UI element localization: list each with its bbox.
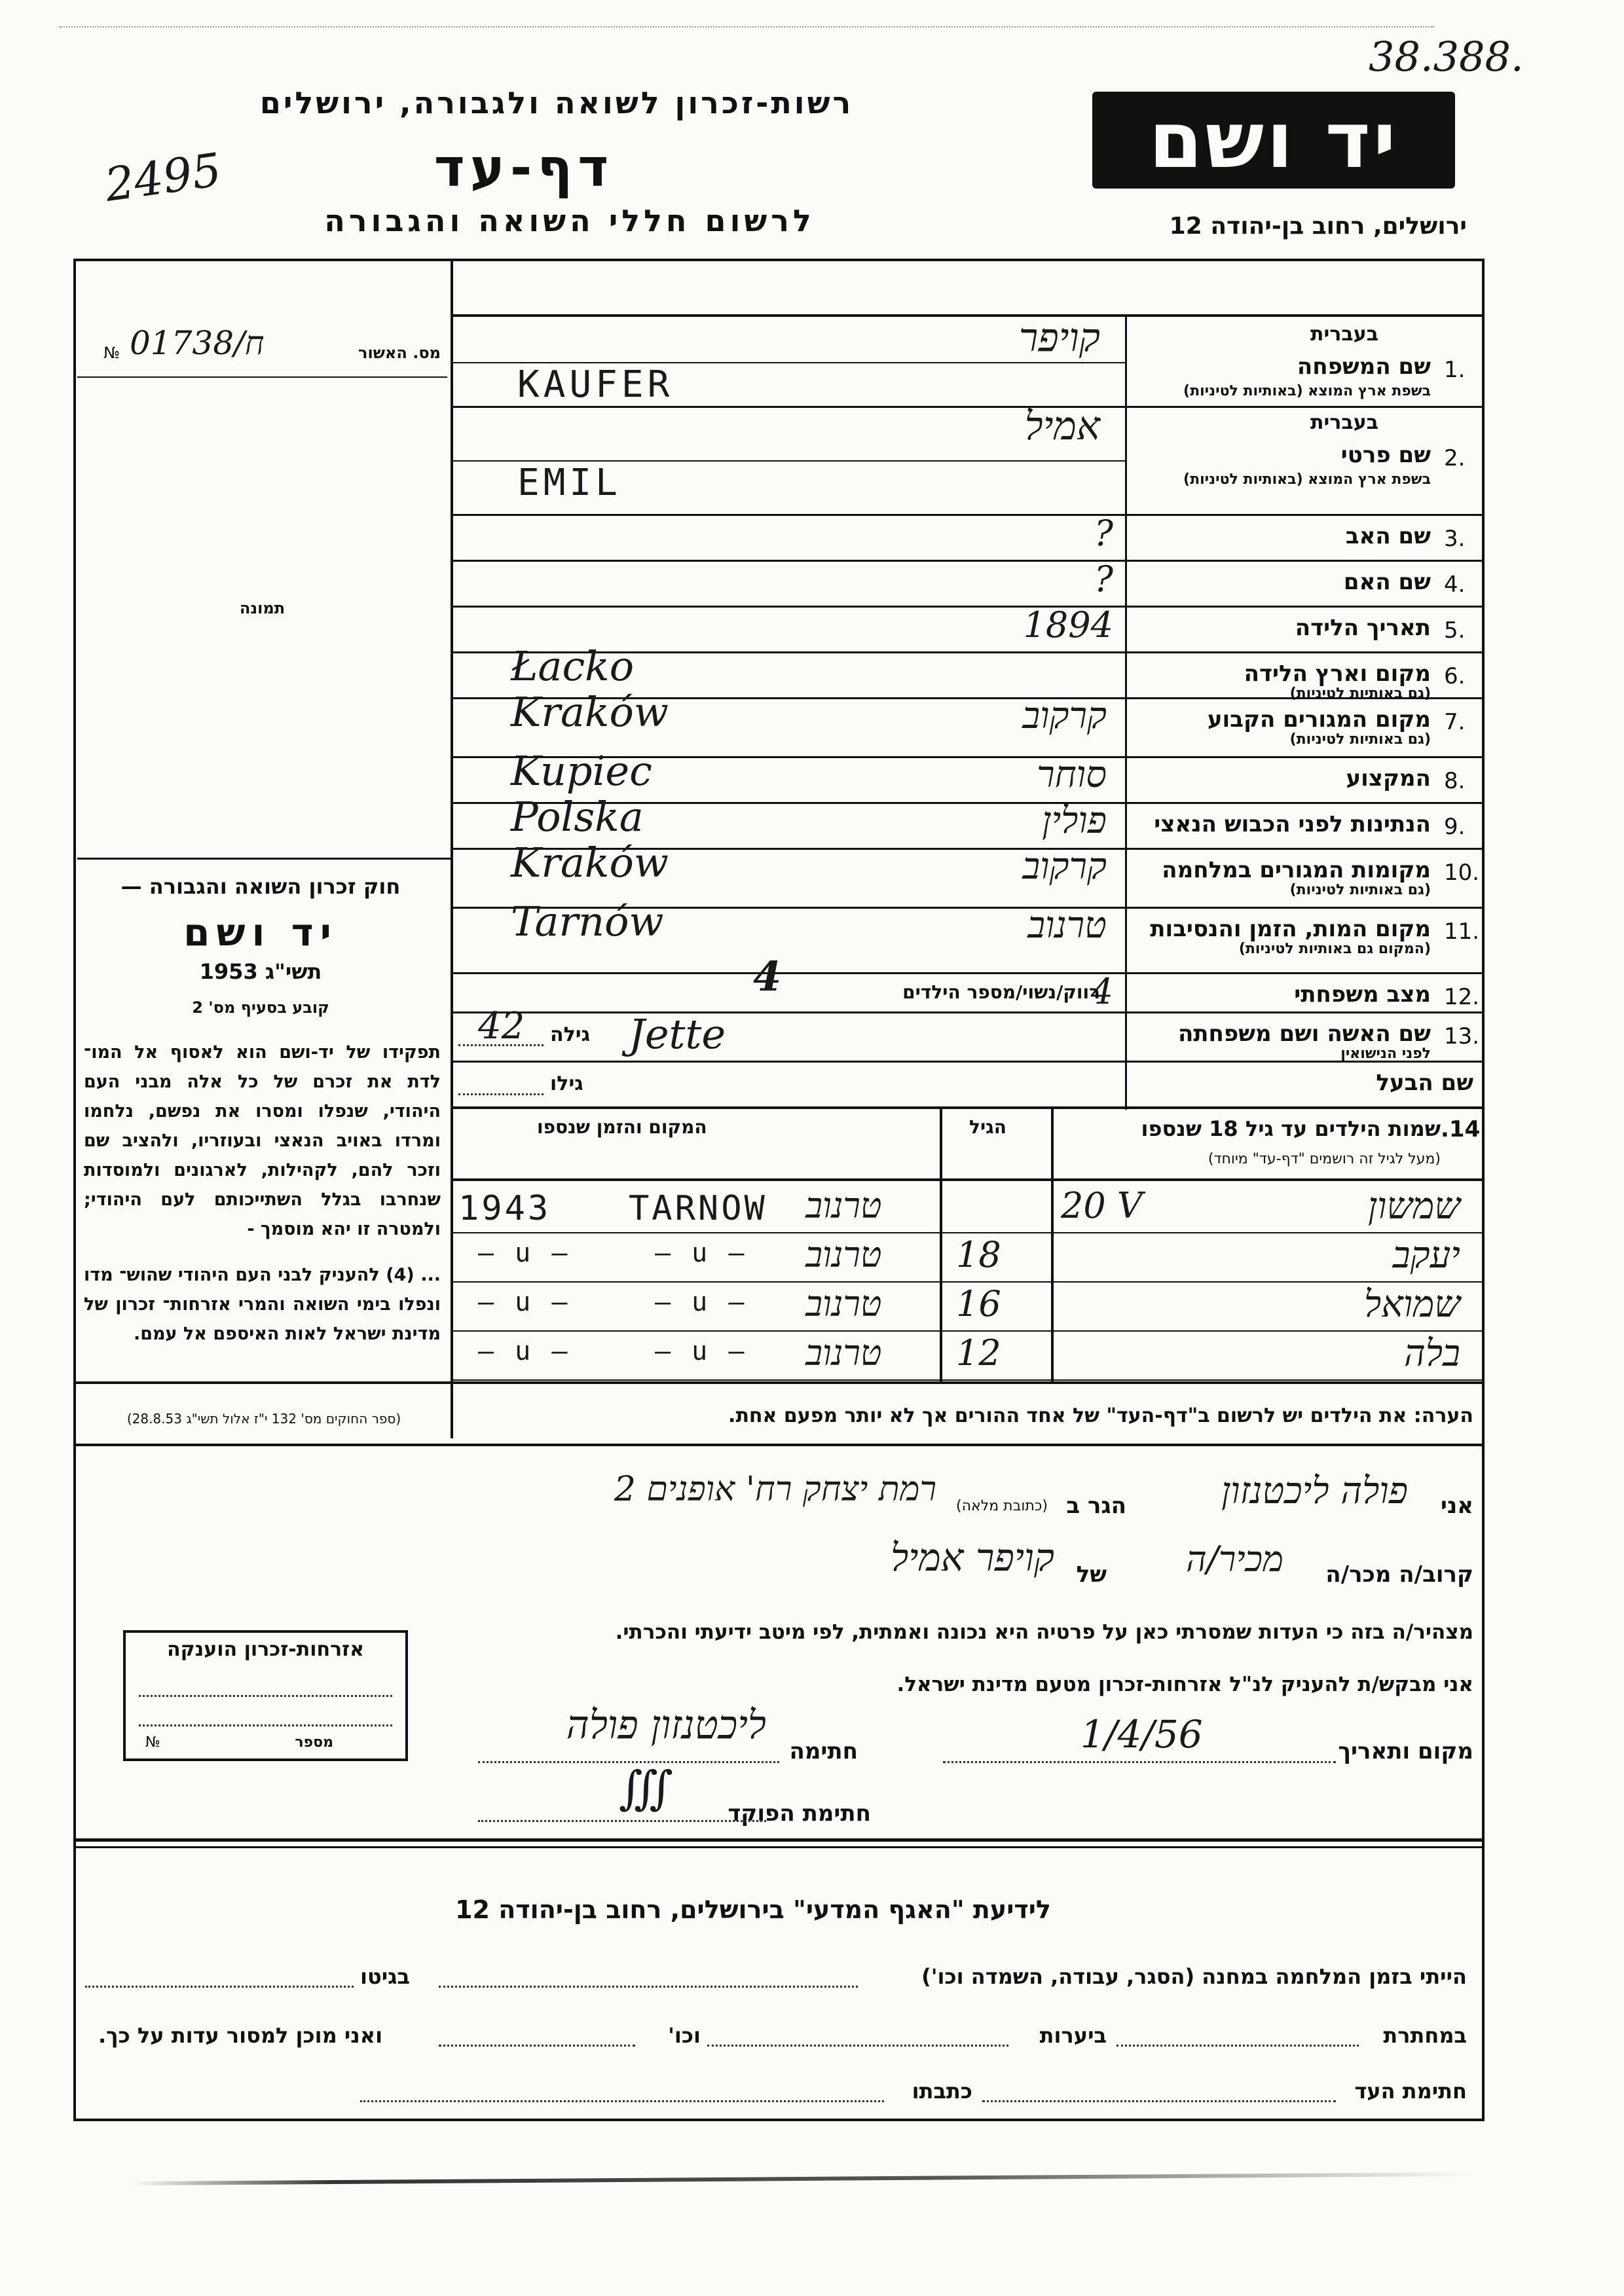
field-label: המקצוע bbox=[1346, 765, 1431, 792]
field-row-line bbox=[451, 972, 1485, 974]
footer-sep-2 bbox=[73, 1846, 1485, 1848]
field-number: 2. bbox=[1444, 445, 1466, 471]
field-value-value-latin: Kupiec bbox=[511, 747, 652, 795]
field-value-value-latin: KAUFER bbox=[517, 363, 674, 406]
child-place-he: טרנוב bbox=[805, 1332, 882, 1374]
field-number: 10. bbox=[1444, 860, 1480, 886]
child-name: יעקב bbox=[1392, 1234, 1460, 1277]
field-number: 5. bbox=[1444, 617, 1466, 644]
approval-row bbox=[77, 324, 447, 378]
child-place-he: טרנוב bbox=[805, 1185, 882, 1226]
footer-etc-line bbox=[439, 2045, 635, 2047]
child-place-latin: TARNOW bbox=[629, 1189, 767, 1228]
footer-camp-line bbox=[439, 1986, 858, 1988]
footer-address-label: כתבתו bbox=[912, 2079, 972, 2104]
footer-etc-label: וכו' bbox=[668, 2023, 701, 2048]
form-subtitle: לרשום חללי השואה והגבורה bbox=[324, 203, 815, 238]
yad-vashem-logo bbox=[1092, 92, 1455, 189]
children-bottom-line bbox=[73, 1381, 1485, 1384]
field-value-value: ? bbox=[1094, 558, 1113, 600]
photo-bottom-line bbox=[77, 858, 451, 860]
field-value-value-latin: Kraków bbox=[511, 839, 669, 886]
top-band bbox=[451, 314, 1485, 317]
field-sublabel: (המקום גם באותיות לטיניות) bbox=[1238, 941, 1431, 957]
declaration-address-hint: (כתובת מלאה) bbox=[956, 1498, 1048, 1514]
footer-forest-line bbox=[707, 2045, 1008, 2047]
field-row-line bbox=[451, 1061, 1485, 1063]
field-label: תאריך הלידה bbox=[1295, 615, 1431, 641]
field-label: מקום וארץ הלידה bbox=[1244, 661, 1431, 687]
declaration-relation: מכיר/ה bbox=[1186, 1539, 1283, 1580]
children-top-line bbox=[451, 1106, 1485, 1109]
field-row-line bbox=[451, 560, 1485, 562]
note-bottom-line bbox=[73, 1444, 1485, 1446]
footer-line-3 bbox=[85, 2075, 1467, 2108]
child-place-latin: — u — bbox=[655, 1336, 747, 1366]
approval-label: מס. האשור bbox=[358, 344, 441, 362]
child-place-latin: — u — bbox=[655, 1238, 747, 1268]
citizenship-no: № bbox=[145, 1734, 160, 1751]
declaration-name: פולה ליכטנזון bbox=[1221, 1470, 1408, 1512]
field-number: 11. bbox=[1444, 919, 1480, 945]
law-source: (ספר החוקים מס' 132 י"ז אלול תשי"ג 28.8.53) bbox=[126, 1411, 401, 1427]
field-value-value: 1894 bbox=[1023, 604, 1113, 646]
declaration-signature: ליכטנזון פולה bbox=[566, 1702, 766, 1748]
footer-testify-label: ואני מוכן למסור עדות על כך. bbox=[98, 2023, 383, 2048]
children-num: 14. bbox=[1441, 1116, 1481, 1142]
declaration-date: 1/4/56 bbox=[1080, 1712, 1203, 1757]
officer-squiggle: ∭ bbox=[619, 1761, 673, 1815]
field-value-value-latin: Polska bbox=[511, 793, 644, 841]
field-label: שם האב bbox=[1345, 523, 1431, 549]
logo-text: יד ושם bbox=[1149, 95, 1399, 185]
declaration-area bbox=[452, 1453, 1473, 1827]
field-number: 9. bbox=[1444, 814, 1466, 840]
footer-witness-sig-line bbox=[982, 2100, 1336, 2102]
handwritten-ref: 2495 bbox=[101, 143, 225, 212]
form-title: דף-עד bbox=[434, 137, 614, 198]
child-age: 12 bbox=[956, 1332, 1001, 1374]
field-number: 13. bbox=[1444, 1023, 1480, 1049]
citizenship-line-1 bbox=[139, 1695, 392, 1697]
field-value-children-count: 4 bbox=[753, 953, 782, 1000]
child-age: 20 V bbox=[1061, 1185, 1143, 1226]
child-place-he: טרנוב bbox=[805, 1283, 882, 1324]
field-options: רווק/נשוי/מספר הילדים bbox=[902, 981, 1100, 1003]
authority-name: רשות-זכרון לשואה ולגבורה, ירושלים bbox=[259, 85, 854, 120]
signature-label: חתימה bbox=[789, 1738, 858, 1764]
footer-underground-label: במחתרת bbox=[1383, 2023, 1467, 2048]
declaration-address: רמת יצחק רח' אופנים 2 bbox=[614, 1470, 936, 1509]
children-row-line bbox=[451, 1330, 1485, 1332]
citizenship-number-label: מספר bbox=[295, 1734, 333, 1751]
field-sublabel: לפני הנישואין bbox=[1340, 1046, 1431, 1062]
child-place-he: טרנוב bbox=[805, 1234, 882, 1275]
field-value-value-latin: Tarnów bbox=[511, 898, 664, 945]
citizenship-box bbox=[123, 1630, 408, 1761]
field-number: 7. bbox=[1444, 709, 1466, 735]
declaration-statement: מצהיר/ה בזה כי העדות שמסרתי כאן על פרטיה היא נכונה ואמתית, לפי מיטב ידיעתי והכרתי. bbox=[615, 1620, 1473, 1644]
officer-line bbox=[478, 1820, 766, 1822]
field-label: מקום המות, הזמן והנסיבות bbox=[1150, 916, 1431, 942]
field-label: מצב משפחתי bbox=[1294, 981, 1431, 1008]
field-value-value-he: פולין bbox=[1042, 799, 1107, 842]
footer-camp-label: הייתי בזמן המלחמה במחנה (הסגר, עבודה, השמדה וכו') bbox=[921, 1964, 1467, 1989]
field-value-value-he: קרקוב bbox=[1022, 695, 1107, 737]
field-label: מקומות המגורים במלחמה bbox=[1162, 857, 1431, 883]
field-sublabel: בשפת ארץ המוצא (באותיות לטיניות) bbox=[1183, 383, 1431, 399]
field-value-value-he: קרקוב bbox=[1022, 845, 1107, 888]
child-year: — u — bbox=[478, 1287, 570, 1317]
address: ירושלים, רחוב בן-יהודה 12 bbox=[1169, 213, 1467, 240]
approval-no: № bbox=[103, 344, 120, 362]
children-row-line bbox=[451, 1232, 1485, 1233]
field-value-value: 4 bbox=[1090, 971, 1113, 1012]
field-number: 6. bbox=[1444, 663, 1466, 689]
officer-label: חתימת הפוקד bbox=[728, 1800, 871, 1827]
field-hebrew-tag: בעברית bbox=[1310, 323, 1378, 346]
field-row-line bbox=[451, 1011, 1485, 1013]
footer-underground-line bbox=[1116, 2045, 1359, 2047]
note: הערה: את הילדים יש לרשום ב"דף-העד" של אחד ההורים אך לא יותר מפעם אחת. bbox=[728, 1404, 1473, 1427]
photo-label: תמונה bbox=[239, 599, 286, 617]
field-number: 12. bbox=[1444, 984, 1480, 1010]
law-title: חוק זכרון השואה והגבורה — bbox=[120, 874, 401, 899]
child-year: — u — bbox=[478, 1238, 570, 1268]
child-name: שמואל bbox=[1364, 1283, 1460, 1326]
field-value-value-latin: Kraków bbox=[511, 688, 669, 736]
children-row-line bbox=[451, 1281, 1485, 1283]
field-value-value-he: טרנוב bbox=[1027, 904, 1107, 947]
footer-line-1 bbox=[85, 1961, 1467, 1994]
field-age-value: 42 bbox=[478, 1005, 525, 1048]
field-age-line bbox=[458, 1093, 544, 1095]
field-value-value-he: אמיל bbox=[1024, 403, 1100, 449]
field-number: 8. bbox=[1444, 768, 1466, 794]
children-header-place: המקום והזמן שנספו bbox=[537, 1116, 707, 1138]
field-sublabel: (גם באותיות לטיניות) bbox=[1289, 731, 1431, 748]
field-label: שם האם bbox=[1343, 569, 1431, 595]
field-row-line bbox=[451, 606, 1485, 608]
footer-address-line bbox=[360, 2100, 884, 2102]
declaration-of-value: קויפר אמיל bbox=[891, 1535, 1054, 1580]
footer-line-2 bbox=[85, 2020, 1467, 2052]
child-year: 1943 bbox=[458, 1189, 551, 1228]
children-header-sub: (מעל לגיל זה רושמים "דף-עד" מיוחד) bbox=[1208, 1151, 1441, 1167]
children-header-line bbox=[451, 1178, 1485, 1181]
children-header-name: שמות הילדים עד גיל 18 שנספו bbox=[1141, 1116, 1441, 1141]
children-col-1 bbox=[1051, 1106, 1054, 1381]
footer-sep-1 bbox=[73, 1838, 1485, 1842]
field-label: שם הבעל bbox=[1376, 1070, 1473, 1096]
child-year: — u — bbox=[478, 1336, 570, 1366]
declaration-request: אני מבקש/ת להעניק לנ"ל אזרחות-זכרון מטעם מדינת ישראל. bbox=[896, 1673, 1473, 1696]
place-date-label: מקום ותאריך bbox=[1338, 1738, 1473, 1764]
declaration-of-label: של bbox=[1076, 1561, 1107, 1588]
child-place-latin: — u — bbox=[655, 1287, 747, 1317]
children-col-2 bbox=[940, 1106, 942, 1381]
law-clause: קובע בסעיף מס' 2 bbox=[192, 998, 329, 1017]
footer-witness-sig-label: חתימת העד bbox=[1354, 2079, 1467, 2104]
field-label: מקום המגורים הקבוע bbox=[1207, 706, 1431, 733]
field-hebrew-tag: בעברית bbox=[1310, 411, 1378, 434]
law-year: תשי"ג 1953 bbox=[199, 959, 322, 984]
field-value-value-latin: EMIL bbox=[517, 462, 621, 504]
children-header-age: הגיל bbox=[969, 1116, 1006, 1138]
citizenship-box-title: אזרחות-זכרון הוענקה bbox=[166, 1638, 365, 1661]
field-sublabel: (גם באותיות לטיניות) bbox=[1289, 882, 1431, 898]
scan-noise-top bbox=[59, 26, 1434, 54]
citizenship-line-2 bbox=[139, 1724, 392, 1726]
field-label: שם האשה ושם משפחתה bbox=[1177, 1021, 1431, 1047]
declaration-lives-label: הגר ב bbox=[1066, 1493, 1126, 1519]
field-value-value-latin: Łacko bbox=[511, 642, 635, 690]
field-sublabel: (גם באותיות לטיניות) bbox=[1289, 685, 1431, 702]
field-value-value: Jette bbox=[629, 1010, 726, 1058]
footer-ghetto-line bbox=[85, 1986, 354, 1988]
law-text-1: תפקידו של יד-ושם הוא לאסוף אל המו־ לדת את זכרם של כל אלה מבני העם היהודי, שנפלו ומסרו את נפשם, נלחמו ומרדו באויב הנאצי ובעוזריו, ולהציב שם וזכר להם, לקהילות, לארגונים ולמוסדות שנחרבו בגלל השתייכותם לעם היהודי; ולמטרה זו יהא מוסמך - bbox=[84, 1042, 441, 1239]
field-sublabel: בשפת ארץ המוצא (באותיות לטיניות) bbox=[1183, 471, 1431, 488]
declaration-relation-label: קרוב/ה מכר/ה bbox=[1325, 1561, 1473, 1588]
approval-value: 0173ח/8 bbox=[130, 324, 265, 362]
archive-number: 38.388. bbox=[1369, 33, 1524, 81]
children-row-line bbox=[451, 1379, 1485, 1381]
child-name: שמשון bbox=[1367, 1185, 1460, 1228]
field-value-value-he: סוחר bbox=[1037, 754, 1107, 796]
place-date-line bbox=[943, 1761, 1336, 1763]
field-age-label: גילו bbox=[550, 1072, 583, 1095]
field-label: שם המשפחה bbox=[1297, 354, 1431, 380]
child-age: 16 bbox=[956, 1283, 1001, 1324]
law-text-2: ... (4) להעניק לבני העם היהודי שהוש־ מדו ונפלו בימי השואה והמרי אזרחות־ זכרון של מדינת ישראל לאות האיספם אל עמם. bbox=[84, 1265, 441, 1344]
law-name: יד ושם bbox=[183, 910, 338, 955]
field-age-label: גילה bbox=[550, 1023, 590, 1046]
footer-forest-label: ביערות bbox=[1039, 2023, 1107, 2048]
field-number: 4. bbox=[1444, 572, 1466, 598]
field-value-value: ? bbox=[1094, 513, 1113, 554]
label-divider bbox=[1125, 314, 1127, 1110]
field-label: הנתינות לפני הכבוש הנאצי bbox=[1154, 811, 1431, 837]
field-number: 3. bbox=[1444, 526, 1466, 552]
child-age: 18 bbox=[956, 1234, 1001, 1275]
field-number: 1. bbox=[1444, 357, 1466, 383]
declaration-i-label: אני bbox=[1440, 1493, 1473, 1519]
field-row-line bbox=[451, 406, 1485, 408]
field-row-line bbox=[451, 514, 1485, 516]
field-value-value-he: קויפר bbox=[1018, 315, 1100, 361]
footer-title: לידיעת "האגף המדעי" בירושלים, רחוב בן-יהודה 12 bbox=[455, 1895, 1051, 1924]
scan-streak-bottom bbox=[131, 2172, 1473, 2185]
field-label: שם פרטי bbox=[1340, 442, 1431, 468]
footer-ghetto-label: בגיטו bbox=[360, 1964, 410, 1989]
child-name: בלה bbox=[1404, 1332, 1460, 1375]
